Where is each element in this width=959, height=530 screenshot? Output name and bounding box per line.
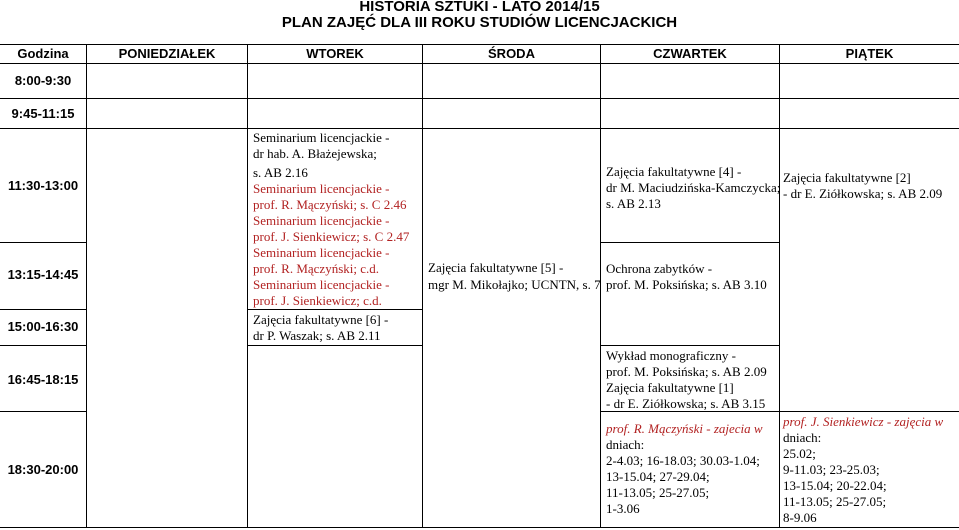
class-entry: 8-9.06 <box>783 510 817 525</box>
class-entry: s. AB 2.13 <box>606 196 661 211</box>
class-entry: 11-13.05; 25-27.05; <box>606 485 710 500</box>
grid-line <box>779 411 959 412</box>
class-entry: 25.02; <box>783 446 816 461</box>
grid-line <box>0 345 86 346</box>
page-title: HISTORIA SZTUKI - LATO 2014/15 <box>359 0 600 15</box>
class-entry: Zajęcia fakultatywne [2] <box>783 170 911 185</box>
class-entry: Wykład monograficzny - <box>606 348 736 363</box>
class-entry: Seminarium licencjackie - <box>253 277 390 292</box>
grid-line <box>0 242 86 243</box>
class-entry: prof. R. Mączyński; s. C 2.46 <box>253 197 407 212</box>
class-entry: Ochrona zabytków - <box>606 261 713 276</box>
class-entry: dr P. Waszak; s. AB 2.11 <box>253 328 381 343</box>
grid-line <box>0 309 86 310</box>
grid-line <box>247 44 248 528</box>
header-monday: PONIEDZIAŁEK <box>118 46 216 61</box>
header-wednesday: ŚRODA <box>488 46 535 61</box>
time-slot: 8:00-9:30 <box>14 73 72 88</box>
grid-line <box>422 44 423 528</box>
time-slot: 13:15-14:45 <box>7 267 79 282</box>
grid-line <box>0 63 959 64</box>
class-entry: prof. J. Sienkiewicz - zajęcia w <box>783 414 944 429</box>
grid-line <box>600 242 779 243</box>
class-entry: Seminarium licencjackie - <box>253 213 390 228</box>
class-entry: Zajęcia fakultatywne [1] <box>606 380 734 395</box>
class-entry: dniach: <box>606 437 645 452</box>
class-entry: 2-4.03; 16-18.03; 30.03-1.04; <box>606 453 760 468</box>
class-entry: - dr E. Ziółkowska; s. AB 2.09 <box>783 186 943 201</box>
time-slot: 18:30-20:00 <box>7 462 79 477</box>
grid-line <box>600 345 779 346</box>
class-entry: 11-13.05; 25-27.05; <box>783 494 887 509</box>
class-entry: prof. R. Mączyński; c.d. <box>253 261 380 276</box>
grid-line <box>0 128 959 129</box>
class-entry: 9-11.03; 23-25.03; <box>783 462 880 477</box>
time-slot: 15:00-16:30 <box>7 319 79 334</box>
class-entry: s. AB 2.16 <box>253 165 308 180</box>
grid-line <box>779 44 780 528</box>
class-entry: prof. M. Poksińska; s. AB 2.09 <box>606 364 767 379</box>
class-entry: 13-15.04; 27-29.04; <box>606 469 710 484</box>
class-entry: - dr E. Ziółkowska; s. AB 3.15 <box>606 396 766 411</box>
grid-line <box>0 44 959 45</box>
header-tuesday: WTOREK <box>306 46 364 61</box>
class-entry: dr M. Maciudzińska-Kamczycka; <box>606 180 781 195</box>
class-entry: prof. J. Sienkiewicz; s. C 2.47 <box>253 229 410 244</box>
class-entry: 13-15.04; 20-22.04; <box>783 478 887 493</box>
class-entry: mgr M. Mikołajko; UCNTN, s. 7 <box>428 277 601 292</box>
class-entry: dniach: <box>783 430 822 445</box>
header-friday: PIĄTEK <box>845 46 894 61</box>
grid-line <box>86 44 87 528</box>
time-slot: 11:30-13:00 <box>7 178 79 193</box>
class-entry: Zajęcia fakultatywne [6] - <box>253 312 389 327</box>
header-godzina: Godzina <box>17 46 69 61</box>
grid-line <box>0 411 86 412</box>
class-entry: dr hab. A. Błażejewska; <box>253 146 377 161</box>
grid-line <box>247 345 422 346</box>
class-entry: Seminarium licencjackie - <box>253 130 390 145</box>
class-entry: Seminarium licencjackie - <box>253 181 390 196</box>
class-entry: Seminarium licencjackie - <box>253 245 390 260</box>
grid-line <box>0 98 959 99</box>
grid-line <box>0 527 959 528</box>
grid-line <box>247 309 422 310</box>
class-entry: Zajęcia fakultatywne [5] - <box>428 260 564 275</box>
time-slot: 16:45-18:15 <box>7 372 79 387</box>
class-entry: 1-3.06 <box>606 501 640 516</box>
class-entry: Zajęcia fakultatywne [4] - <box>606 164 742 179</box>
class-entry: prof. J. Sienkiewicz; c.d. <box>253 293 382 308</box>
grid-line <box>600 411 779 412</box>
class-entry: prof. R. Mączyński - zajecia w <box>606 421 763 436</box>
header-thursday: CZWARTEK <box>653 46 727 61</box>
time-slot: 9:45-11:15 <box>11 106 75 121</box>
class-entry: prof. M. Poksińska; s. AB 3.10 <box>606 277 767 292</box>
page-subtitle: PLAN ZAJĘĆ DLA III ROKU STUDIÓW LICENCJACKICH <box>281 14 678 31</box>
